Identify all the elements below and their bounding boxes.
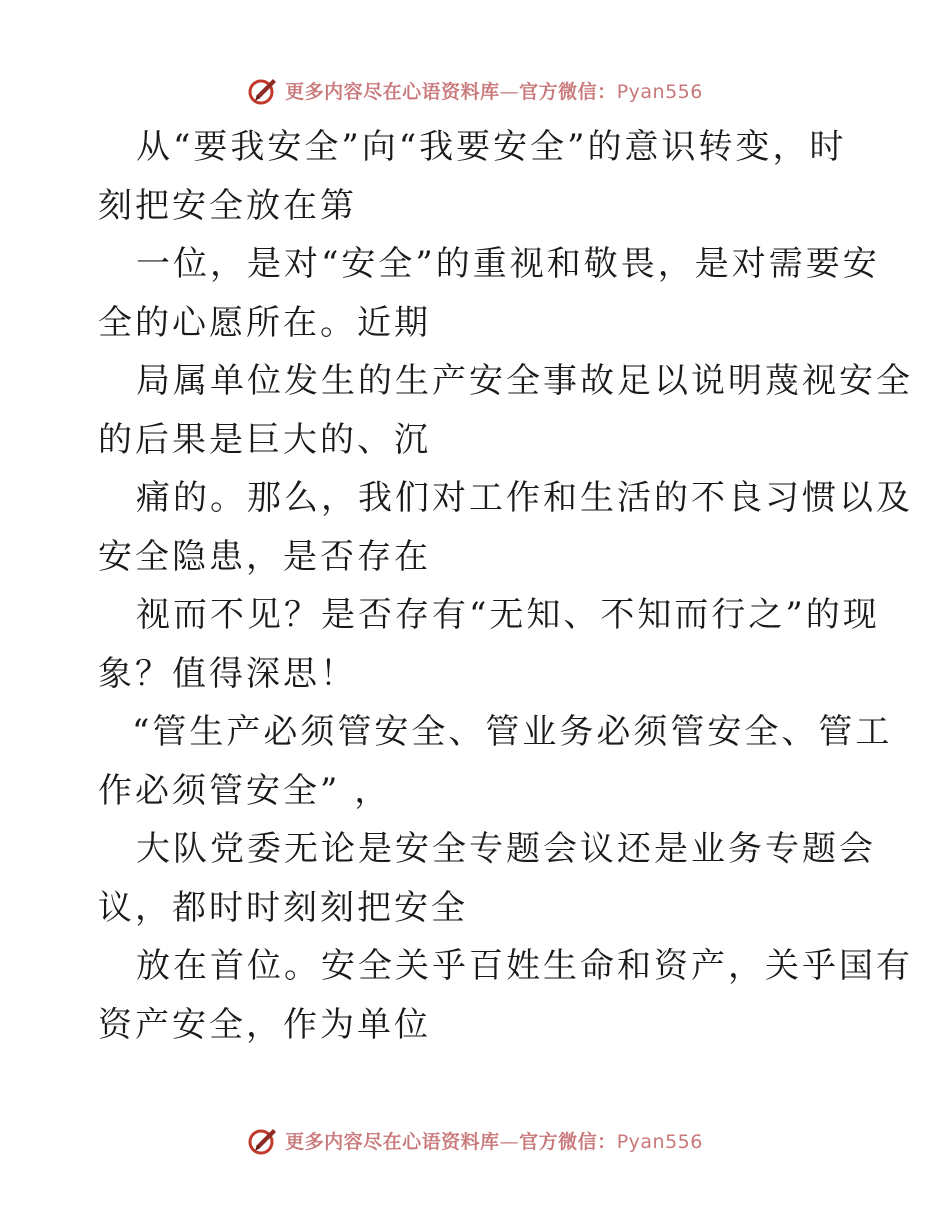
quill-pen-logo-icon xyxy=(247,74,279,106)
header-brand: 更多内容尽在心语资料库 xyxy=(285,80,500,103)
header-brand-text xyxy=(285,77,703,104)
footer-brand: 更多内容尽在心语资料库 xyxy=(285,1130,500,1153)
paragraph-line: 象？值得深思！ xyxy=(98,653,357,694)
footer-contact-id: Pyan556 xyxy=(616,1130,703,1153)
footer-contact-label: 官方微信： xyxy=(519,1130,617,1153)
footer-dash: — xyxy=(499,1130,520,1153)
header-contact-label: 官方微信： xyxy=(519,80,617,103)
paragraph-line: 安全隐患，是否存在 xyxy=(98,536,431,577)
paragraph-line: 痛的。那么，我们对工作和生活的不良习惯以及 xyxy=(136,478,913,518)
paragraph-line: 局属单位发生的生产安全事故足以说明蔑视安全 xyxy=(136,361,913,401)
paragraph-line: 全的心愿所在。近期 xyxy=(98,302,431,343)
footer-brand-text xyxy=(285,1127,703,1154)
header-contact-id: Pyan556 xyxy=(616,80,703,103)
header-dash: — xyxy=(499,80,520,103)
paragraph-line: 视而不见？是否存有“无知、不知而行之”的现 xyxy=(136,595,880,635)
paragraph-line: 一位，是对“安全”的重视和敬畏，是对需要安 xyxy=(136,244,880,284)
document-body xyxy=(98,118,913,1054)
paragraph-line: 刻把安全放在第 xyxy=(98,185,357,226)
paragraph-line: “管生产必须管安全、管业务必须管安全、管工 xyxy=(132,712,893,752)
header-banner xyxy=(0,70,950,110)
footer-banner xyxy=(0,1120,950,1160)
quill-pen-logo-icon xyxy=(247,1124,279,1156)
paragraph-line: 议，都时时刻刻把安全 xyxy=(98,887,468,928)
paragraph-line: 资产安全，作为单位 xyxy=(98,1004,431,1045)
paragraph-line: 放在首位。安全关乎百姓生命和资产，关乎国有 xyxy=(136,946,913,986)
paragraph-line: 大队党委无论是安全专题会议还是业务专题会 xyxy=(136,829,876,869)
paragraph-line: 的后果是巨大的、沉 xyxy=(98,419,431,460)
paragraph-line: 作必须管安全” ， xyxy=(98,770,392,811)
paragraph-line: 从“要我安全”向“我要安全”的意识转变，时 xyxy=(136,127,847,167)
